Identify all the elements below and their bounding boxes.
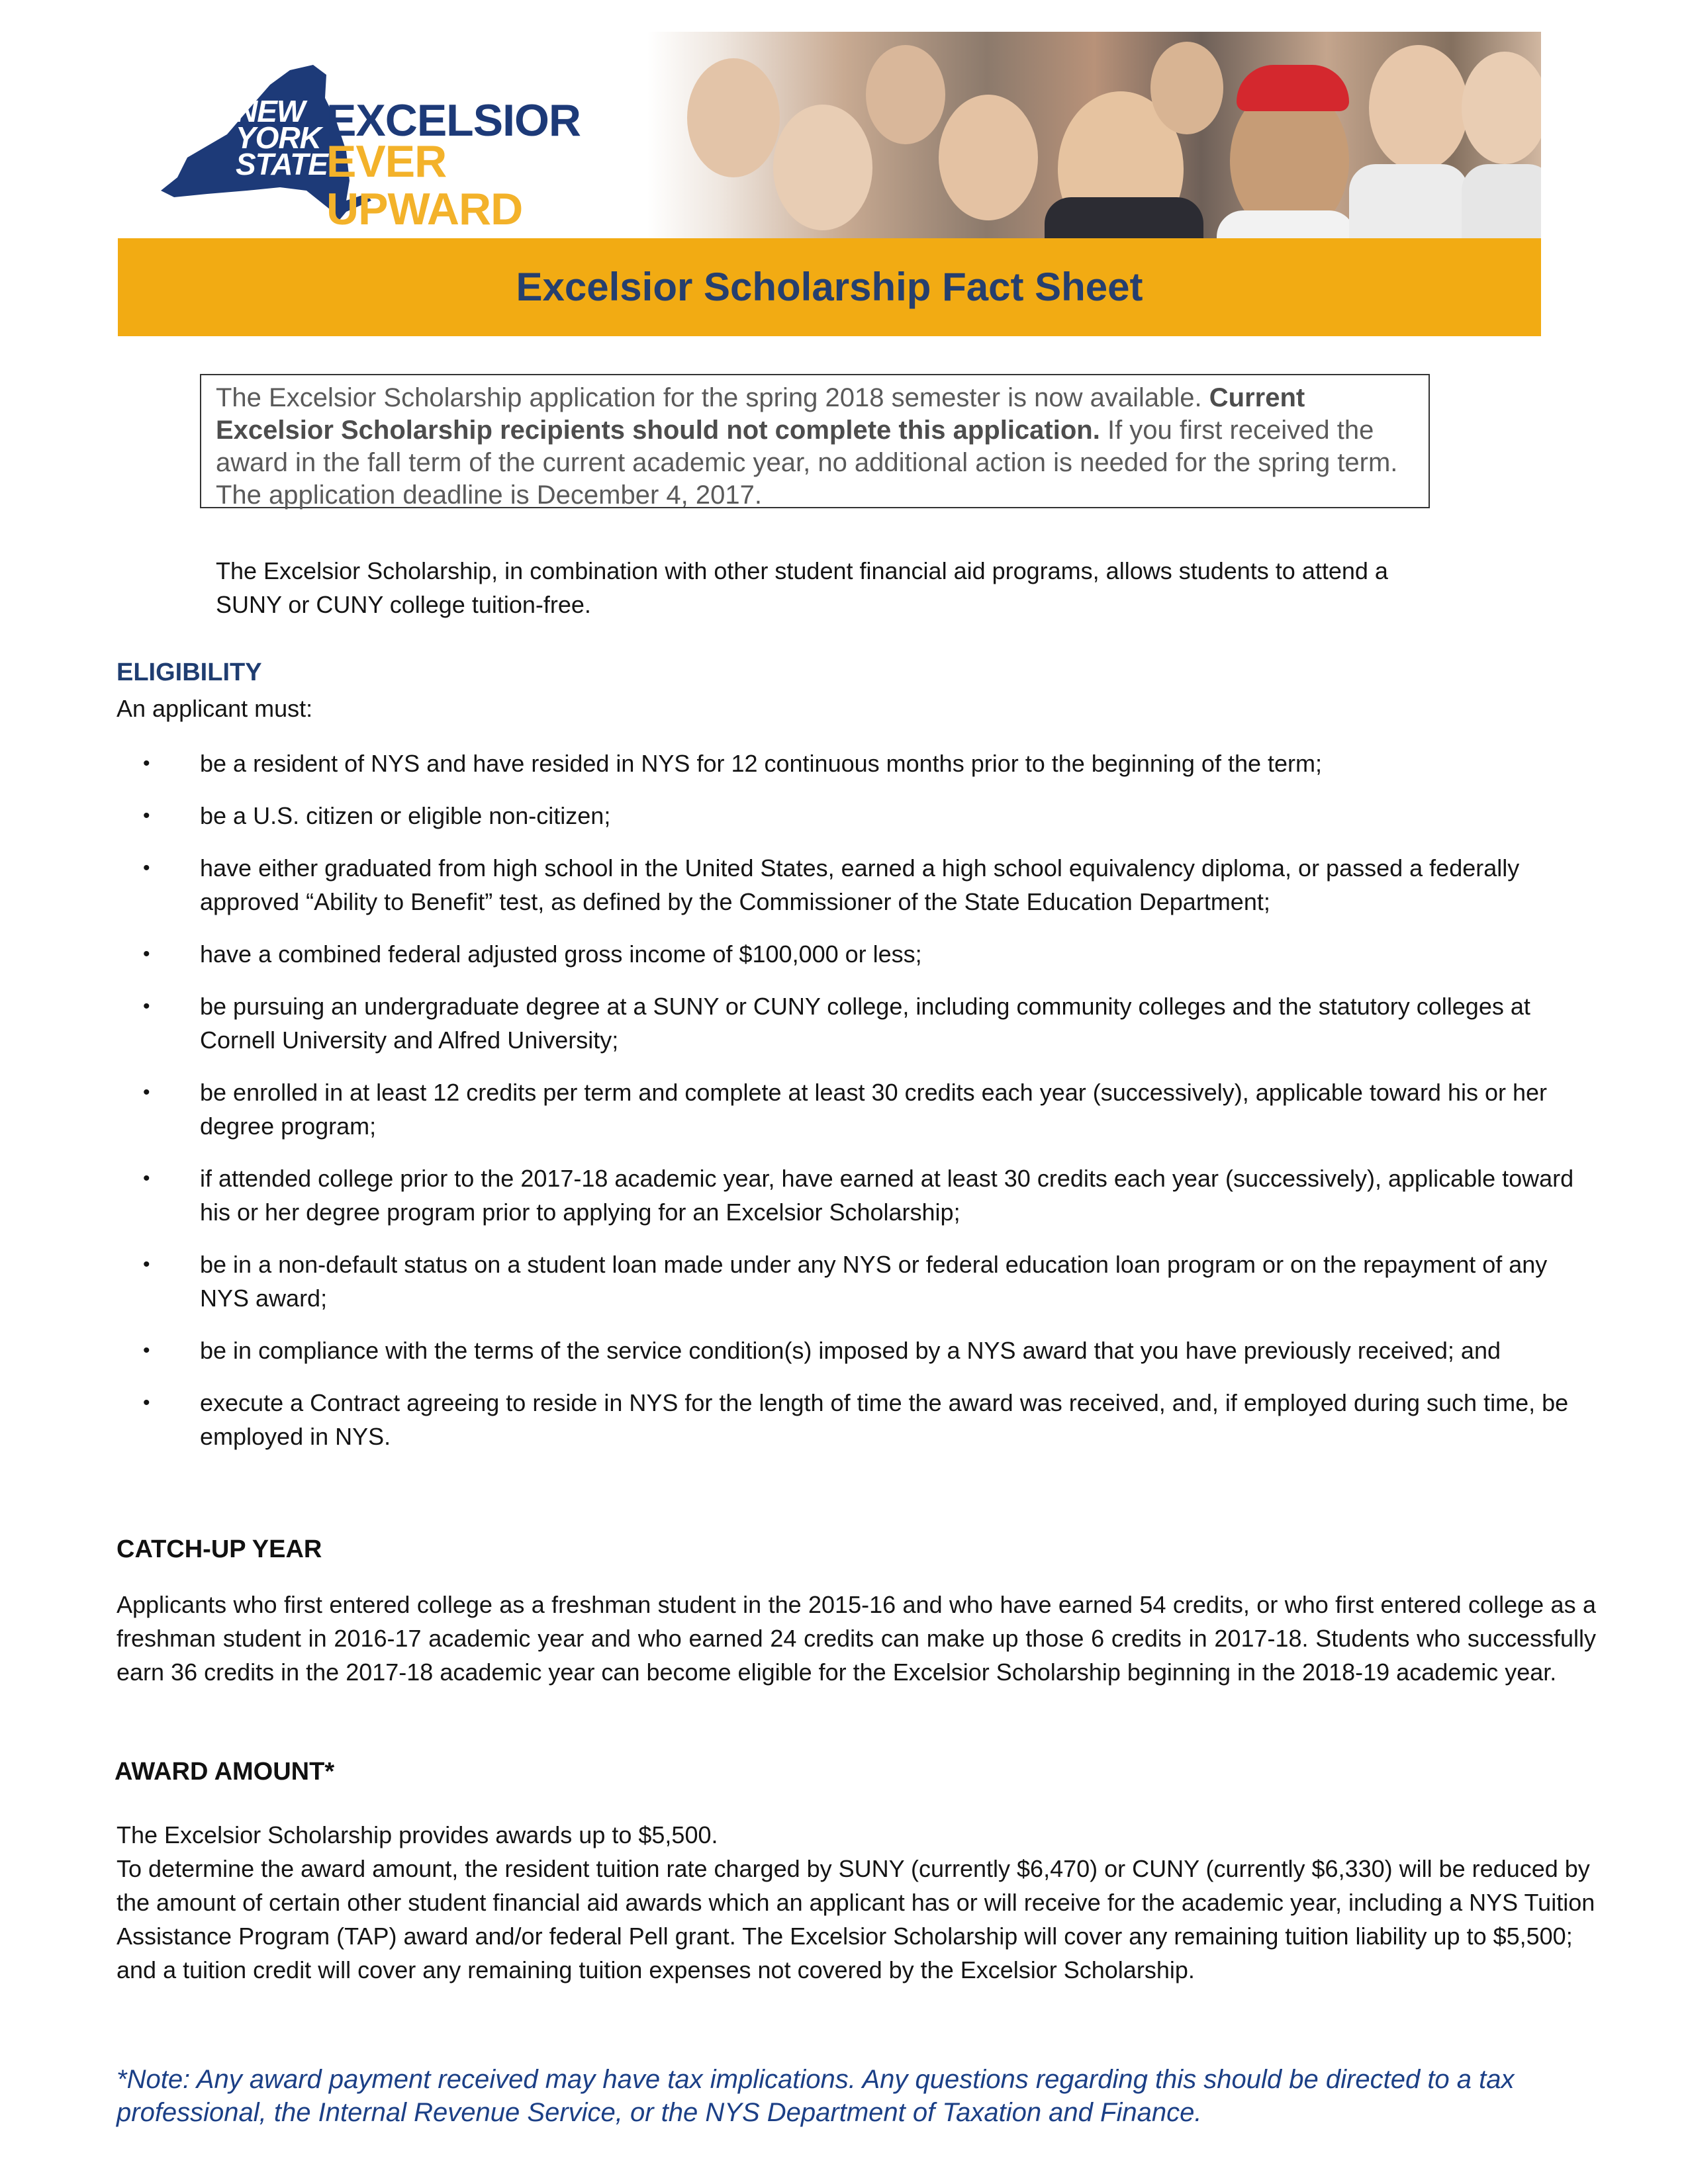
section-heading-catch-up-year: CATCH-UP YEAR: [117, 1535, 322, 1563]
eligibility-lead: An applicant must:: [117, 695, 313, 722]
list-item-text: be enrolled in at least 12 credits per term and complete at least 30 credits each year (successively), applicable toward his or her degree program;: [200, 1079, 1548, 1140]
catch-up-paragraph: Applicants who first entered college as a freshman student in the 2015-16 and who have earned 54 credits, or who first entered college as a freshman student in 2016-17 academic year and who earned 24 credits can make up those 6 credits in 2017-18. Students who successfully earn 36 credits in the 2017-18 academic year can become eligible for the Excelsior Scholarship beginning in the 2018-19 academic year.: [117, 1591, 1596, 1686]
list-item-text: have a combined federal adjusted gross income of $100,000 or less;: [200, 940, 922, 968]
bullet-icon: •: [143, 1081, 150, 1103]
list-item-text: if attended college prior to the 2017-18 academic year, have earned at least 30 credits each year (successively), applicable toward his or her degree program prior to applying for an Excelsior Scholarship;: [200, 1165, 1574, 1226]
bullet-icon: •: [143, 943, 150, 965]
bullet-icon: •: [143, 805, 150, 827]
brand-ever-upward: EVER UPWARD: [326, 136, 523, 234]
notice-text: The Excelsior Scholarship application for the spring 2018 semester is now available.: [216, 383, 1202, 412]
list-item: [117, 1334, 1579, 1367]
list-item-text: execute a Contract agreeing to reside in NYS for the length of time the award was received, and, if employed during such time, be employed in NYS.: [200, 1389, 1569, 1450]
list-item: [117, 989, 1579, 1057]
list-item-text: be a resident of NYS and have resided in NYS for 12 continuous months prior to the beginning of the term;: [200, 750, 1323, 777]
list-item: [117, 1075, 1579, 1143]
list-item: [117, 747, 1579, 780]
list-item-text: be a U.S. citizen or eligible non-citizen;: [200, 802, 611, 829]
bullet-icon: •: [143, 1253, 150, 1275]
list-item: [117, 1161, 1579, 1229]
list-item: [117, 851, 1579, 919]
intro-paragraph: The Excelsior Scholarship, in combination with other student financial aid programs, allows students to attend a SUNY or CUNY college tuition-free.: [216, 557, 1388, 618]
bullet-icon: •: [143, 1340, 150, 1361]
eligibility-list: [117, 747, 1579, 1472]
title-band: [118, 238, 1541, 336]
new-york-state-label: NEW YORK STATE: [236, 94, 328, 181]
brand-excelsior: EXCELSIOR: [326, 95, 581, 146]
list-item: [117, 1386, 1579, 1453]
list-item-text: have either graduated from high school in the United States, earned a high school equivalency diploma, or passed a federally approved “Ability to Benefit” test, as defined by the Commissioner of the State Education Department;: [200, 854, 1520, 915]
section-heading-eligibility: ELIGIBILITY: [117, 659, 262, 686]
bullet-icon: •: [143, 752, 150, 774]
bullet-icon: •: [143, 1392, 150, 1414]
tax-note: *Note: Any award payment received may have tax implications. Any questions regarding this should be directed to a tax professional, the Internal Revenue Service, or the NYS Department of Taxation and Finance.: [117, 2065, 1515, 2127]
section-heading-award-amount: AWARD AMOUNT*: [115, 1758, 335, 1786]
list-item: [117, 937, 1579, 971]
bullet-icon: •: [143, 995, 150, 1017]
list-item-text: be pursuing an undergraduate degree at a SUNY or CUNY college, including community colleges and the statutory colleges at Cornell University and Alfred University;: [200, 993, 1530, 1054]
list-item: [117, 1248, 1579, 1315]
bullet-icon: •: [143, 857, 150, 879]
bullet-icon: •: [143, 1167, 150, 1189]
students-crowd-photo: [647, 32, 1541, 238]
page-title: Excelsior Scholarship Fact Sheet: [516, 265, 1143, 309]
notice-bold-text: Current Excelsior Scholarship recipients should not complete this application.: [216, 383, 1305, 445]
header-banner: [118, 32, 1541, 336]
excelsior-logo: [118, 32, 647, 238]
list-item-text: be in compliance with the terms of the service condition(s) imposed by a NYS award that you have previously received; and: [200, 1337, 1501, 1364]
notice-box: [200, 374, 1430, 508]
award-paragraph-1: The Excelsior Scholarship provides awards up to $5,500.: [117, 1821, 718, 1848]
notice-text-continued: If you first received the award in the fall term of the current academic year, no additional action is needed for the spring term. The application deadline is December 4, 2017.: [216, 416, 1398, 510]
list-item-text: be in a non-default status on a student loan made under any NYS or federal education loan program or on the repayment of any NYS award;: [200, 1251, 1548, 1312]
award-paragraph-2: To determine the award amount, the resident tuition rate charged by SUNY (currently $6,470) or CUNY (currently $6,330) will be reduced by the amount of certain other student financial aid awards which an applicant has or will receive for the academic year, including a NYS Tuition Assistance Program (TAP) award and/or federal Pell grant. The Excelsior Scholarship will cover any remaining tuition liability up to $5,500; and a tuition credit will cover any remaining tuition expenses not covered by the Excelsior Scholarship.: [117, 1855, 1595, 1983]
list-item: [117, 799, 1579, 833]
